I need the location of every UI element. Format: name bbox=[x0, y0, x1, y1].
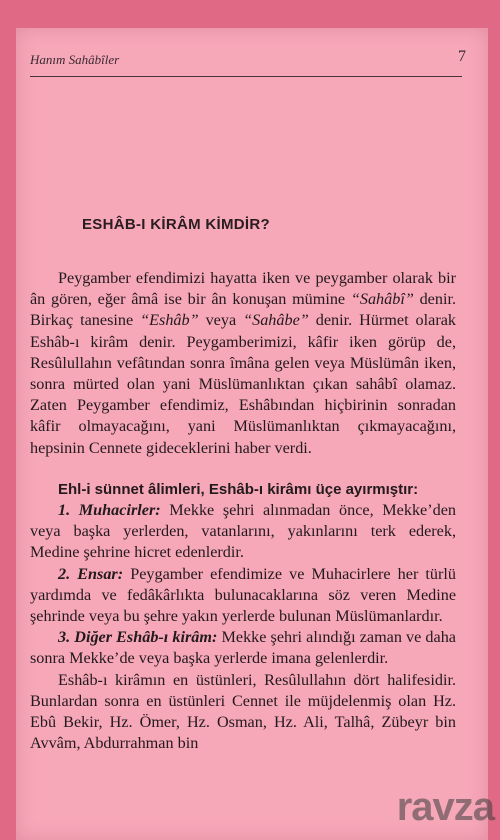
group-label: 2. Ensar: bbox=[58, 564, 124, 583]
lead-paragraph bbox=[30, 479, 456, 500]
group-paragraph bbox=[30, 627, 456, 669]
text-run: veya bbox=[198, 311, 244, 330]
text-run: Peygamber efendimizi hayatta iken ve peygamber olarak bir ân gören, eğer âmâ ise bir ân konuşan mümine bbox=[30, 269, 456, 309]
group-paragraph bbox=[30, 564, 456, 628]
group-text: Peygamber efendimize ve Muhacirlere her türlü yardımda ve fedâkârlıkta bulunacaklarına söz veren Medine şehrinde veya bu şehre yakın yerlerde bulunan Müslümanlardır. bbox=[30, 564, 457, 626]
paragraph-sahabi bbox=[30, 268, 456, 459]
watermark-logo: ravza bbox=[396, 785, 494, 829]
running-head: Hanım Sahâbîler bbox=[30, 52, 120, 67]
italic-term: “Sahâbe” bbox=[243, 311, 309, 330]
italic-term: “Eshâb” bbox=[140, 311, 199, 330]
book-page bbox=[16, 28, 488, 840]
group-text: Mekke şehri alındığı zaman ve daha sonra Mekke’de veya başka yerlerde imana gelenlerdir. bbox=[30, 628, 456, 668]
page-number: 7 bbox=[458, 48, 466, 65]
text-run: denir. Birkaç tanesine bbox=[30, 290, 456, 330]
text-run: denir. Hürmet olarak Eshâb-ı kirâm denir. Peygamberimizi, kâfir iken görüp de, Resûlullahın vefâtından sonra îmâna gelen veya Müslümân iken, sonra mürted olan yani Müslümanlıktan çıkan sahâbî olamaz. Zaten Peygamber efendimiz, Eshâbından hiçbirinin sonradan kâfir olmayacağını, yani Müslümanlıktan çıkmayacağını, hepsinin Cennete gideceklerini haber verdi. bbox=[30, 311, 456, 457]
closing-paragraph: Eshâb-ı kirâmın en üstünleri, Resûlullahın dört halifesidir. Bunlardan sonra en üstünleri Cennet ile müjdelenmiş olan Hz. Ebû Bekir, Hz. Ömer, Hz. Osman, Hz. Ali, Talhâ, Zübeyr bin Avvâm, Abdurrahman bin bbox=[30, 670, 456, 753]
header-rule bbox=[30, 76, 462, 77]
lead-text: Ehl-i sünnet âlimleri, Eshâb-ı kirâmı üçe ayırmıştır: bbox=[58, 480, 419, 498]
group-text: Mekke şehri alınmadan önce, Mekke’den veya başka yerlerden, vatanlarını, yakınlarını terk ederek, Medine şehrine hicret edenlerdir. bbox=[30, 501, 456, 562]
group-label: 1. Muhacirler: bbox=[58, 501, 161, 520]
group-label: 3. Diğer Eshâb-ı kirâm: bbox=[58, 628, 218, 647]
group-paragraph bbox=[30, 500, 456, 564]
section-heading: ESHÂB-I KİRÂM KİMDİR? bbox=[82, 216, 270, 233]
body-text bbox=[30, 268, 456, 754]
italic-term: “Sahâbî” bbox=[350, 290, 414, 309]
